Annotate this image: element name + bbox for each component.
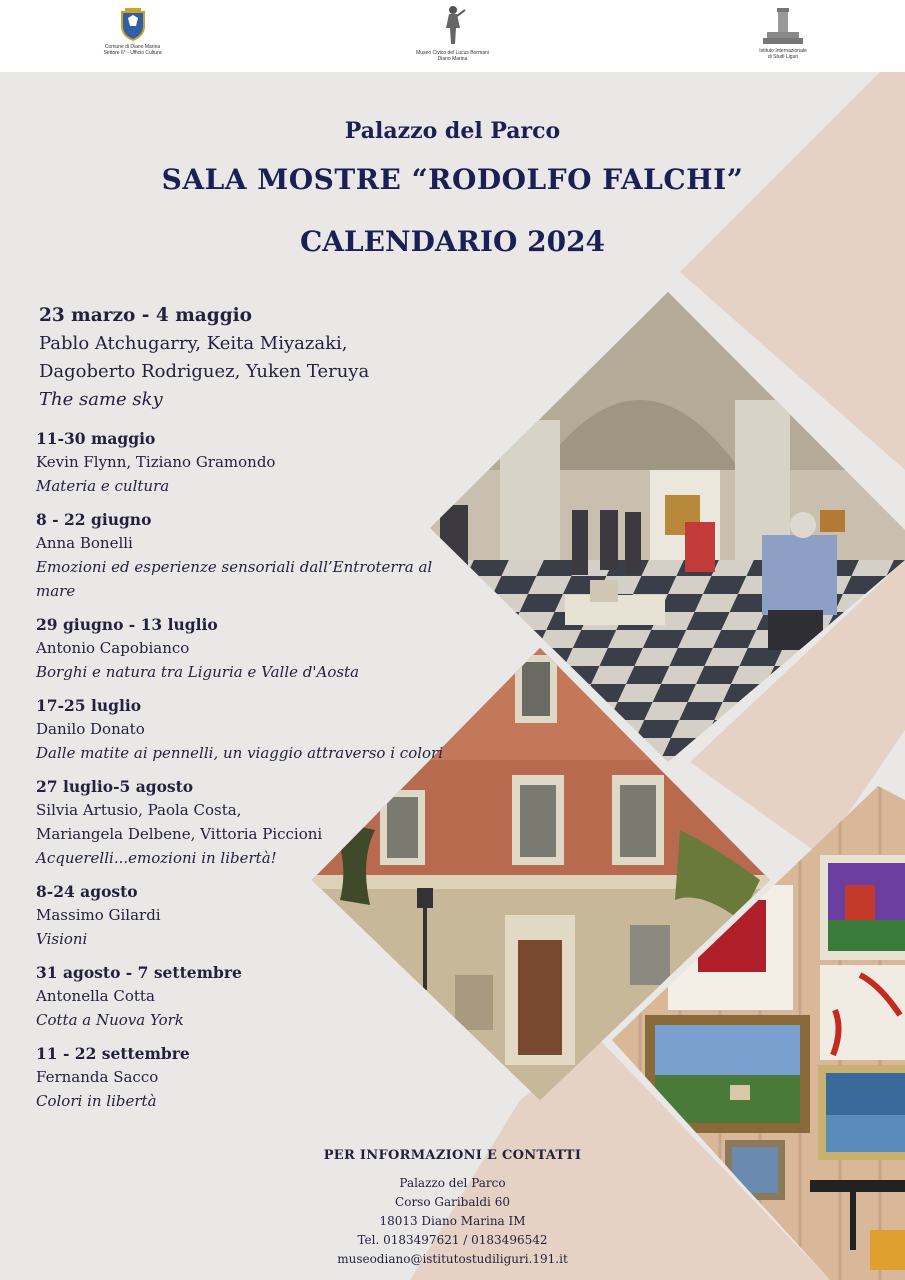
event-title: Acquerelli...emozioni in libertà! (36, 849, 277, 867)
event-item (36, 614, 476, 684)
event-date: 11 - 22 settembre (36, 1044, 190, 1063)
event-date: 31 agosto - 7 settembre (36, 963, 242, 982)
event-title: Cotta a Nuova York (36, 1011, 184, 1029)
logo-museo-line-2: Diano Marina (437, 56, 468, 62)
contact-email[interactable]: museodiano@istitutostudiliguri.191.it (337, 1252, 568, 1266)
event-date: 8-24 agosto (36, 882, 138, 901)
contact-phone: Tel. 0183497621 / 0183496542 (357, 1233, 548, 1247)
event-title: The same sky (39, 389, 163, 410)
event-item (36, 509, 476, 603)
contacts-title: PER INFORMAZIONI E CONTATTI (323, 1148, 582, 1163)
event-item (36, 962, 476, 1032)
logo-museo-line-1: Museo Civico del Lucus Bormani (416, 50, 489, 56)
hall-title: SALA MOSTRE “RODOLFO FALCHI” (161, 163, 744, 196)
logo-comune-line-2: Settore 6° - Ufficio Cultura (103, 50, 162, 56)
event-artists: Danilo Donato (36, 720, 145, 738)
event-artists: Kevin Flynn, Tiziano Gramondo (36, 453, 276, 471)
logo-istituto-line-2: di Studi Liguri (767, 54, 799, 60)
event-date: 23 marzo - 4 maggio (39, 305, 253, 326)
event-artists: Silvia Artusio, Paola Costa, (36, 801, 242, 819)
event-date: 8 - 22 giugno (36, 510, 152, 529)
event-date: 11-30 maggio (36, 429, 156, 448)
event-date: 29 giugno - 13 luglio (36, 615, 218, 634)
event-title: Dalle matite ai pennelli, un viaggio attraverso i colori (36, 744, 444, 762)
event-artists: Antonio Capobianco (36, 639, 190, 657)
event-date: 27 luglio-5 agosto (36, 777, 194, 796)
event-title: Emozioni ed esperienze sensoriali dall’Entroterra al mare (36, 558, 433, 600)
event-artists: Dagoberto Rodriguez, Yuken Teruya (39, 361, 370, 382)
contacts-block (250, 1148, 655, 1269)
event-title: Visioni (36, 930, 88, 948)
venue-title: Palazzo del Parco (344, 118, 561, 144)
event-date: 17-25 luglio (36, 696, 142, 715)
event-item (36, 776, 476, 870)
events-list (36, 302, 476, 1124)
logo-istituto-line-1: Istituto Internazionale (759, 48, 807, 54)
event-artists: Antonella Cotta (36, 987, 155, 1005)
event-artists: Fernanda Sacco (36, 1068, 159, 1086)
event-item (36, 1043, 476, 1113)
event-title: Borghi e natura tra Liguria e Valle d'Aosta (36, 663, 360, 681)
event-item (36, 428, 476, 498)
event-title: Colori in libertà (36, 1092, 157, 1110)
calendar-title: CALENDARIO 2024 (299, 225, 606, 258)
contact-address: Corso Garibaldi 60 (395, 1195, 510, 1209)
event-artists: Massimo Gilardi (36, 906, 161, 924)
event-item (39, 302, 476, 414)
event-artists: Mariangela Delbene, Vittoria Piccioni (36, 825, 323, 843)
contact-venue: Palazzo del Parco (399, 1176, 506, 1190)
event-artists: Pablo Atchugarry, Keita Miyazaki, (39, 333, 348, 354)
event-item (36, 881, 476, 951)
logo-comune-line-1: Comune di Diano Marina (104, 44, 161, 50)
event-title: Materia e cultura (36, 477, 170, 495)
event-artists: Anna Bonelli (36, 534, 133, 552)
contact-city: 18013 Diano Marina IM (379, 1214, 526, 1228)
event-item (36, 695, 476, 765)
